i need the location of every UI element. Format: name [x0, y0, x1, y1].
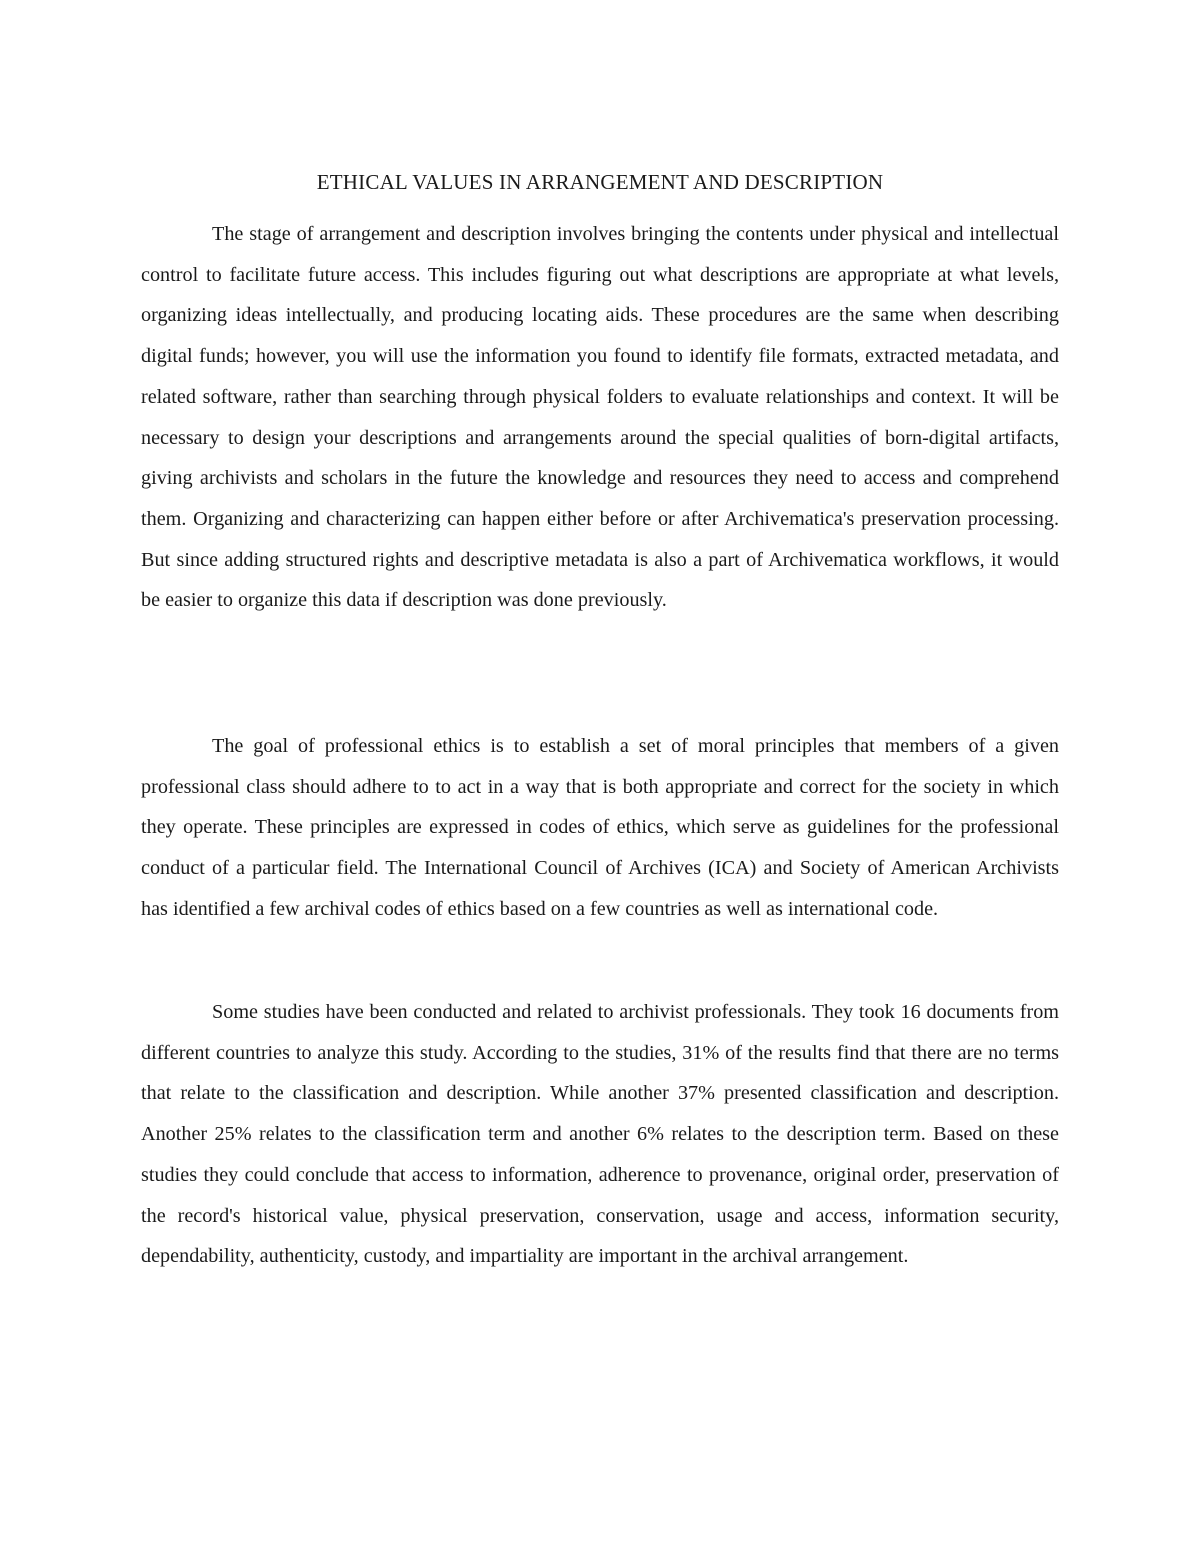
- paragraph-archivist-studies: Some studies have been conducted and related to archivist professionals. They took 16 documents from different countries to analyze this study. According to the studies, 31% of the results find that there are no terms that relate to the classification and description. While another 37% presented classification and description. Another 25% relates to the classification term and another 6% relates to the description term. Based on these studies they could conclude that access to information, adherence to provenance, original order, preservation of the record's historical value, physical preservation, conservation, usage and access, information security, dependability, authenticity, custody, and impartiality are important in the archival arrangement.: [141, 1001, 1059, 1268]
- document-title: ETHICAL VALUES IN ARRANGEMENT AND DESCRIPTION: [316, 170, 884, 194]
- paragraph-professional-ethics: The goal of professional ethics is to establish a set of moral principles that members of a given professional class should adhere to to act in a way that is both appropriate and correct for the society in which they operate. These principles are expressed in codes of ethics, which serve as guidelines for the professional conduct of a particular field. The International Council of Archives (ICA) and Society of American Archivists has identified a few archival codes of ethics based on a few countries as well as international code.: [141, 735, 1059, 920]
- paragraph-arrangement-description: The stage of arrangement and description involves bringing the contents under physical and intellectual control to facilitate future access. This includes figuring out what descriptions are appropriate at what levels, organizing ideas intellectually, and producing locating aids. These procedures are the same when describing digital funds; however, you will use the information you found to identify file formats, extracted metadata, and related software, rather than searching through physical folders to evaluate relationships and context. It will be necessary to design your descriptions and arrangements around the special qualities of born-digital artifacts, giving archivists and scholars in the future the knowledge and resources they need to access and comprehend them. Organizing and characterizing can happen either before or after Archivematica's preservation processing. But since adding structured rights and descriptive metadata is also a part of Archivematica workflows, it would be easier to organize this data if description was done previously.: [141, 223, 1059, 612]
